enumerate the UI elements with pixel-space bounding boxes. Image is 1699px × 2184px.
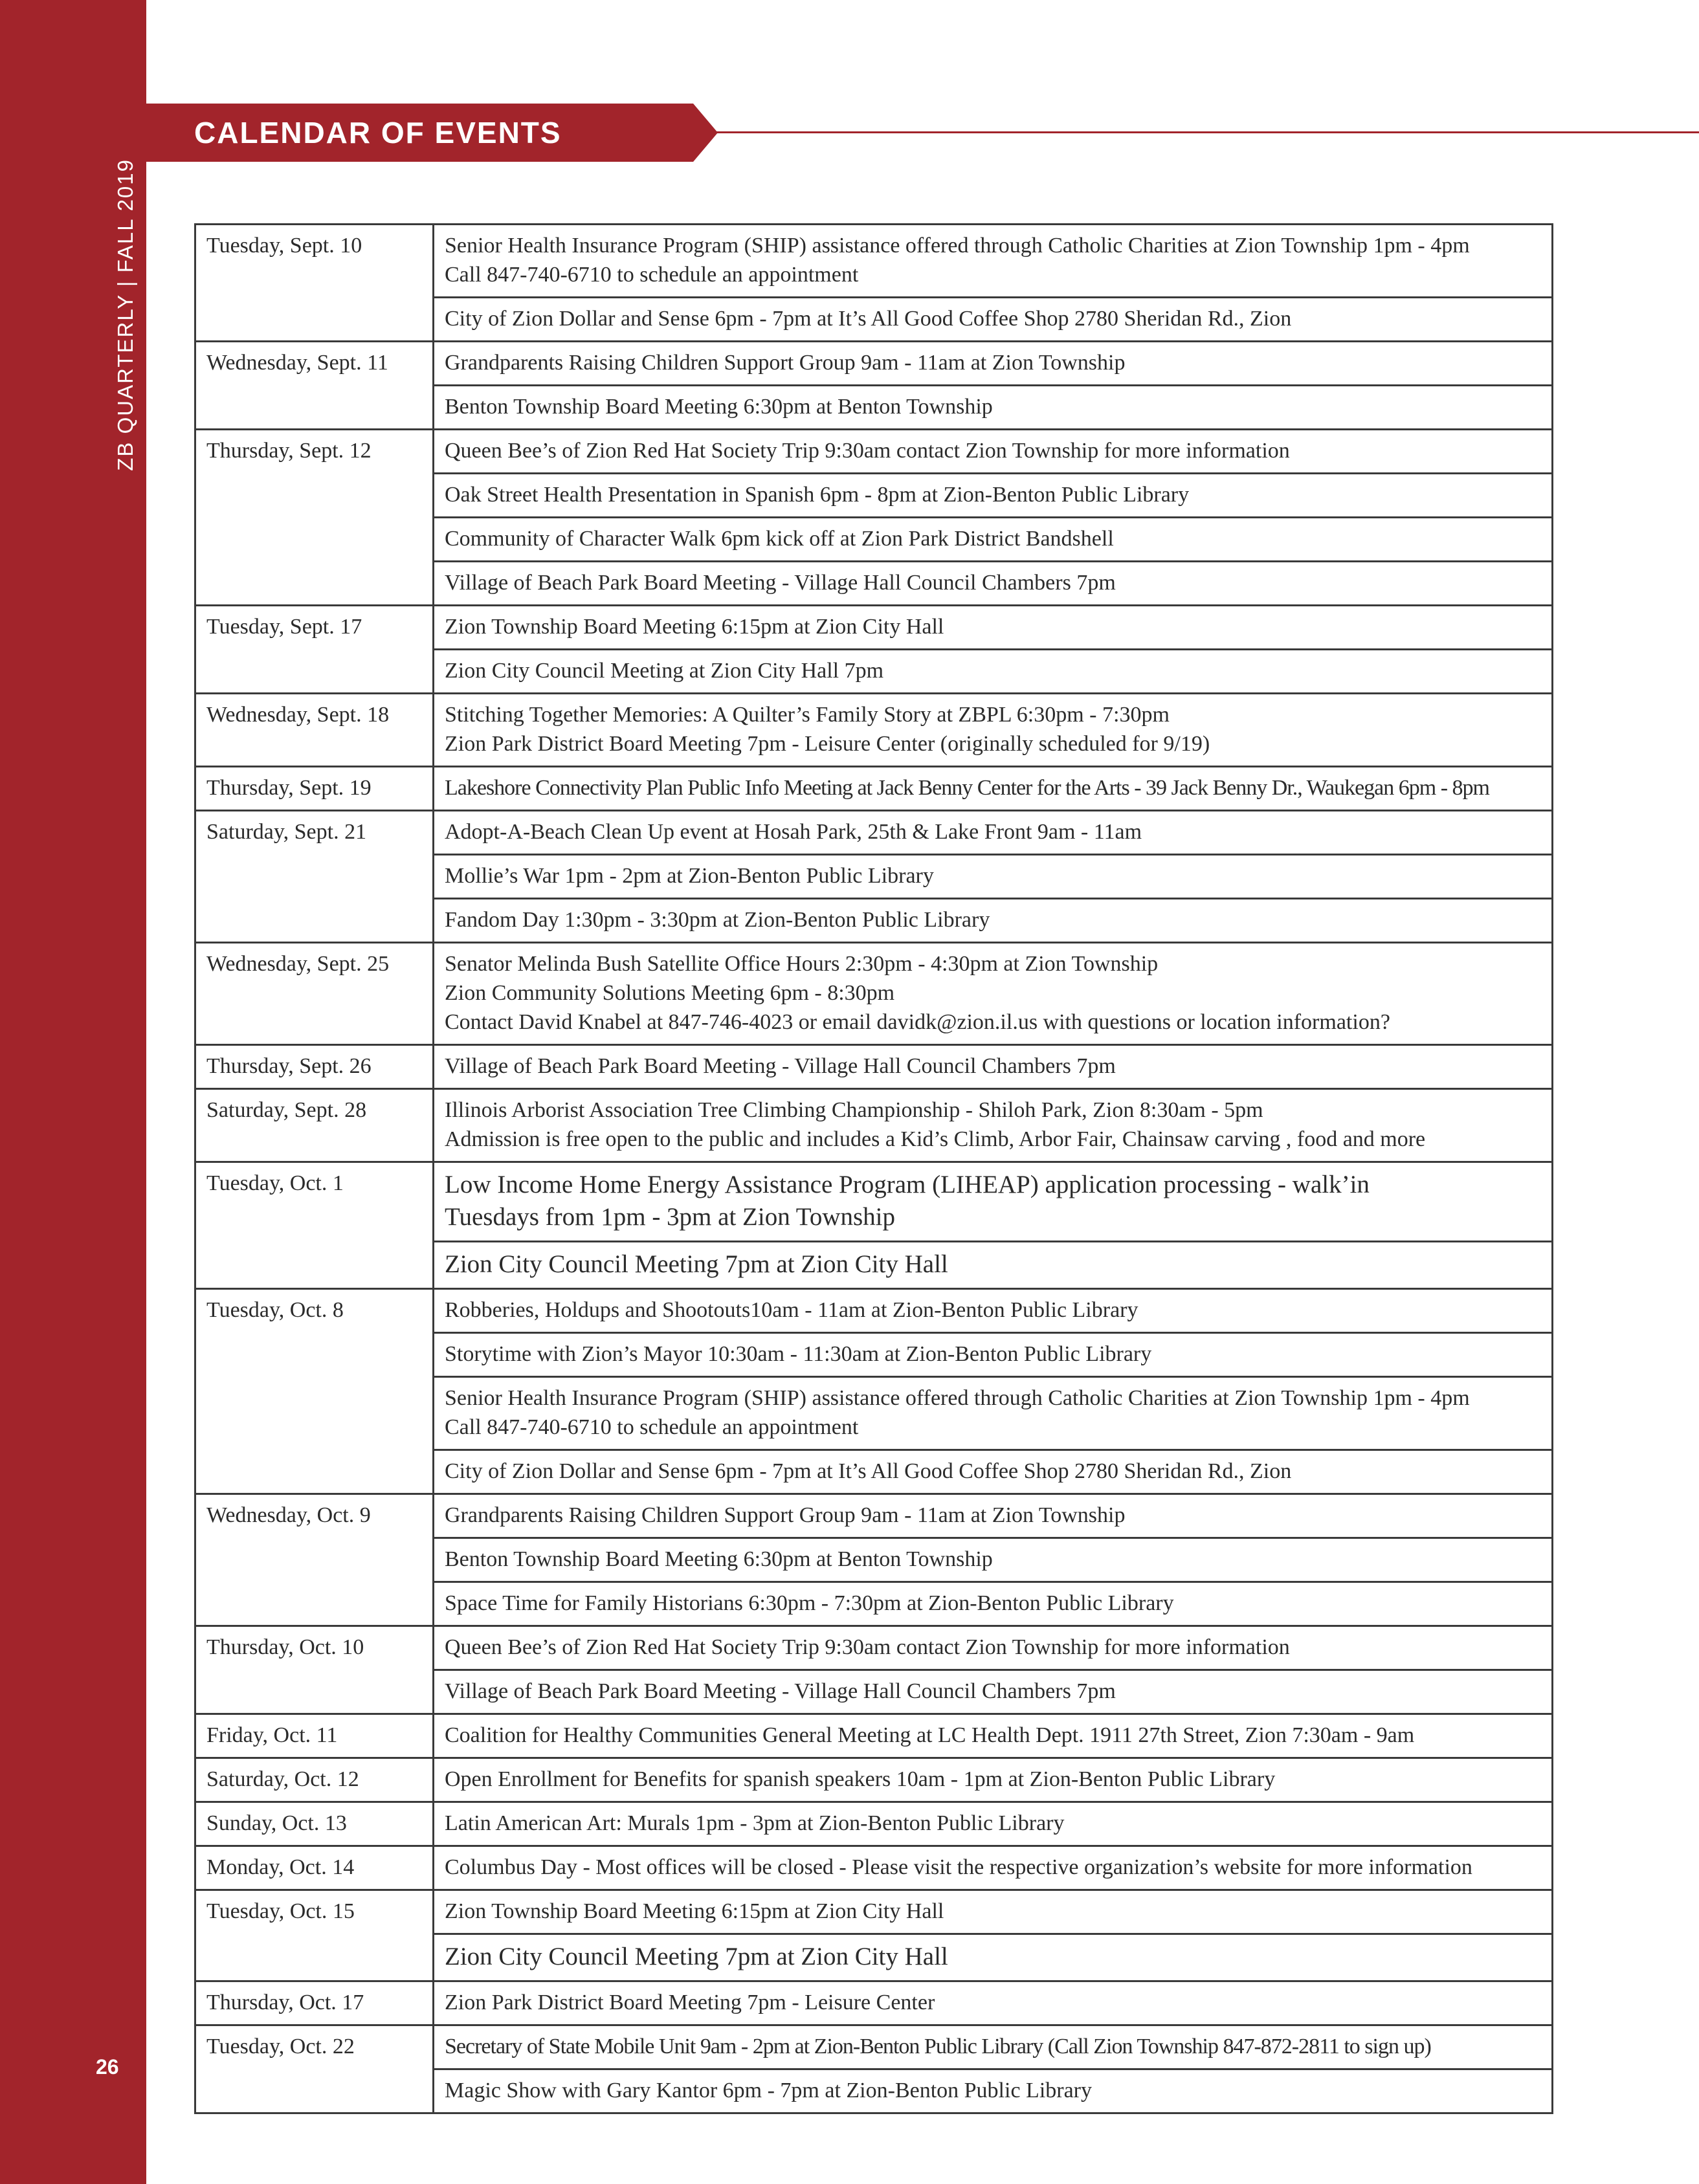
event-item: Low Income Home Energy Assistance Program (LIHEAP) application processing - walk’in Tuesdays from 1pm - 3pm at Zion Township xyxy=(445,1171,1370,1231)
event-day-row xyxy=(195,430,1553,606)
event-list xyxy=(434,1890,1553,1981)
event-day-row xyxy=(195,342,1553,430)
event-list xyxy=(434,1162,1553,1289)
event-item: Benton Township Board Meeting 6:30pm at Benton Township xyxy=(434,1537,1551,1581)
event-item: Grandparents Raising Children Support Group 9am - 11am at Zion Township xyxy=(445,1503,1126,1527)
event-day-row xyxy=(195,1846,1553,1890)
event-item: Fandom Day 1:30pm - 3:30pm at Zion-Benton Public Library xyxy=(434,898,1551,942)
event-day-row xyxy=(195,1089,1553,1162)
events-table xyxy=(194,223,1553,2114)
event-date: Tuesday, Oct. 22 xyxy=(195,2025,434,2113)
event-item: Open Enrollment for Benefits for spanish speakers 10am - 1pm at Zion-Benton Public Library xyxy=(445,1767,1276,1791)
event-item: Zion Park District Board Meeting 7pm - Leisure Center xyxy=(445,1991,935,2014)
event-item: City of Zion Dollar and Sense 6pm - 7pm at It’s All Good Coffee Shop 2780 Sheridan Rd., Zion xyxy=(434,296,1551,340)
event-item: City of Zion Dollar and Sense 6pm - 7pm at It’s All Good Coffee Shop 2780 Sheridan Rd., Zion xyxy=(434,1449,1551,1493)
event-day-row xyxy=(195,1714,1553,1758)
event-item: Mollie’s War 1pm - 2pm at Zion-Benton Public Library xyxy=(434,854,1551,898)
event-day-row xyxy=(195,1802,1553,1846)
event-item: Zion City Council Meeting at Zion City Hall 7pm xyxy=(434,648,1551,692)
event-item: Senior Health Insurance Program (SHIP) assistance offered through Catholic Charities at Zion Township 1pm - 4pm Call 847-740-6710 to schedule an appointment xyxy=(445,234,1470,287)
event-date: Wednesday, Sept. 18 xyxy=(195,694,434,767)
event-date: Tuesday, Sept. 17 xyxy=(195,606,434,694)
event-date: Thursday, Sept. 19 xyxy=(195,767,434,811)
event-day-row xyxy=(195,1162,1553,1289)
event-list xyxy=(434,2025,1553,2113)
event-date: Wednesday, Sept. 11 xyxy=(195,342,434,430)
event-item: Space Time for Family Historians 6:30pm - 7:30pm at Zion-Benton Public Library xyxy=(434,1581,1551,1625)
header-rule xyxy=(696,131,1699,133)
event-item: Lakeshore Connectivity Plan Public Info Meeting at Jack Benny Center for the Arts - 39 Jack Benny Dr., Waukegan 6pm - 8pm xyxy=(445,776,1489,800)
page-number: 26 xyxy=(96,2055,119,2079)
event-day-row xyxy=(195,811,1553,943)
event-list xyxy=(434,1289,1553,1494)
event-item: Community of Character Walk 6pm kick off at Zion Park District Bandshell xyxy=(434,516,1551,560)
event-list xyxy=(434,1981,1553,2025)
event-day-row xyxy=(195,606,1553,694)
event-date: Tuesday, Oct. 8 xyxy=(195,1289,434,1494)
event-list xyxy=(434,1494,1553,1626)
event-item: Queen Bee’s of Zion Red Hat Society Trip 9:30am contact Zion Township for more information xyxy=(445,1635,1290,1659)
event-item: Zion City Council Meeting 7pm at Zion City Hall xyxy=(434,1241,1551,1288)
event-date: Saturday, Oct. 12 xyxy=(195,1758,434,1802)
event-date: Thursday, Sept. 12 xyxy=(195,430,434,606)
event-item: Storytime with Zion’s Mayor 10:30am - 11:30am at Zion-Benton Public Library xyxy=(434,1332,1551,1376)
event-day-row xyxy=(195,1045,1553,1089)
event-date: Saturday, Sept. 28 xyxy=(195,1089,434,1162)
event-date: Friday, Oct. 11 xyxy=(195,1714,434,1758)
event-item: Columbus Day - Most offices will be closed - Please visit the respective organization’s website for more information xyxy=(445,1855,1472,1879)
event-day-row xyxy=(195,943,1553,1045)
page-title: CALENDAR OF EVENTS xyxy=(194,116,562,149)
event-list xyxy=(434,1846,1553,1890)
event-day-row xyxy=(195,2025,1553,2113)
event-list xyxy=(434,606,1553,694)
event-day-row xyxy=(195,694,1553,767)
event-list xyxy=(434,1714,1553,1758)
event-item: Village of Beach Park Board Meeting - Village Hall Council Chambers 7pm xyxy=(445,1054,1116,1078)
event-list xyxy=(434,430,1553,606)
event-item: Grandparents Raising Children Support Group 9am - 11am at Zion Township xyxy=(445,351,1126,375)
event-list xyxy=(434,1089,1553,1162)
event-date: Thursday, Oct. 17 xyxy=(195,1981,434,2025)
event-item: Senior Health Insurance Program (SHIP) assistance offered through Catholic Charities at Zion Township 1pm - 4pm Call 847-740-6710 to schedule an appointment xyxy=(434,1376,1551,1449)
event-item: Benton Township Board Meeting 6:30pm at Benton Township xyxy=(434,384,1551,428)
event-date: Tuesday, Sept. 10 xyxy=(195,225,434,342)
event-list xyxy=(434,943,1553,1045)
event-item: Adopt-A-Beach Clean Up event at Hosah Park, 25th & Lake Front 9am - 11am xyxy=(445,820,1142,844)
event-date: Thursday, Sept. 26 xyxy=(195,1045,434,1089)
event-day-row xyxy=(195,1626,1553,1714)
event-item: Zion Township Board Meeting 6:15pm at Zion City Hall xyxy=(445,1899,944,1923)
event-day-row xyxy=(195,767,1553,811)
event-list xyxy=(434,767,1553,811)
event-item: Village of Beach Park Board Meeting - Village Hall Council Chambers 7pm xyxy=(434,560,1551,604)
event-day-row xyxy=(195,225,1553,342)
event-list xyxy=(434,1802,1553,1846)
event-date: Sunday, Oct. 13 xyxy=(195,1802,434,1846)
event-list xyxy=(434,1045,1553,1089)
event-item: Village of Beach Park Board Meeting - Village Hall Council Chambers 7pm xyxy=(434,1669,1551,1713)
event-date: Tuesday, Oct. 15 xyxy=(195,1890,434,1981)
event-item: Zion Township Board Meeting 6:15pm at Zion City Hall xyxy=(445,615,944,639)
event-item: Magic Show with Gary Kantor 6pm - 7pm at Zion-Benton Public Library xyxy=(434,2068,1551,2112)
event-item: Oak Street Health Presentation in Spanish 6pm - 8pm at Zion-Benton Public Library xyxy=(434,472,1551,516)
event-list xyxy=(434,342,1553,430)
event-day-row xyxy=(195,1890,1553,1981)
event-list xyxy=(434,1626,1553,1714)
event-day-row xyxy=(195,1289,1553,1494)
event-item: Latin American Art: Murals 1pm - 3pm at Zion-Benton Public Library xyxy=(445,1811,1065,1835)
event-item: Coalition for Healthy Communities General Meeting at LC Health Dept. 1911 27th Street, Zion 7:30am - 9am xyxy=(445,1723,1415,1747)
event-date: Saturday, Sept. 21 xyxy=(195,811,434,943)
event-day-row xyxy=(195,1494,1553,1626)
event-item: Senator Melinda Bush Satellite Office Hours 2:30pm - 4:30pm at Zion Township Zion Community Solutions Meeting 6pm - 8:30pm Contact David Knabel at 847-746-4023 or email davidk@zion.il.us with questions or location information? xyxy=(445,952,1390,1034)
event-date: Wednesday, Oct. 9 xyxy=(195,1494,434,1626)
event-date: Tuesday, Oct. 1 xyxy=(195,1162,434,1289)
event-date: Wednesday, Sept. 25 xyxy=(195,943,434,1045)
event-list xyxy=(434,1758,1553,1802)
event-day-row xyxy=(195,1758,1553,1802)
event-date: Monday, Oct. 14 xyxy=(195,1846,434,1890)
event-day-row xyxy=(195,1981,1553,2025)
event-list xyxy=(434,225,1553,342)
publication-label: ZB QUARTERLY | FALL 2019 xyxy=(113,159,137,471)
event-list xyxy=(434,811,1553,943)
event-item: Robberies, Holdups and Shootouts10am - 11am at Zion-Benton Public Library xyxy=(445,1298,1138,1322)
event-item: Stitching Together Memories: A Quilter’s Family Story at ZBPL 6:30pm - 7:30pm Zion Park District Board Meeting 7pm - Leisure Center (originally scheduled for 9/19) xyxy=(445,703,1210,756)
events-table-body xyxy=(195,225,1553,2113)
event-item: Secretary of State Mobile Unit 9am - 2pm at Zion-Benton Public Library (Call Zion Township 847-872-2811 to sign up) xyxy=(445,2035,1431,2058)
event-item: Illinois Arborist Association Tree Climbing Championship - Shiloh Park, Zion 8:30am - 5pm Admission is free open to the public and includes a Kid’s Climb, Arbor Fair, Chainsaw carving , food and more xyxy=(445,1098,1426,1151)
event-list xyxy=(434,694,1553,767)
event-item: Zion City Council Meeting 7pm at Zion City Hall xyxy=(434,1933,1551,1980)
event-item: Queen Bee’s of Zion Red Hat Society Trip 9:30am contact Zion Township for more information xyxy=(445,439,1290,463)
event-date: Thursday, Oct. 10 xyxy=(195,1626,434,1714)
